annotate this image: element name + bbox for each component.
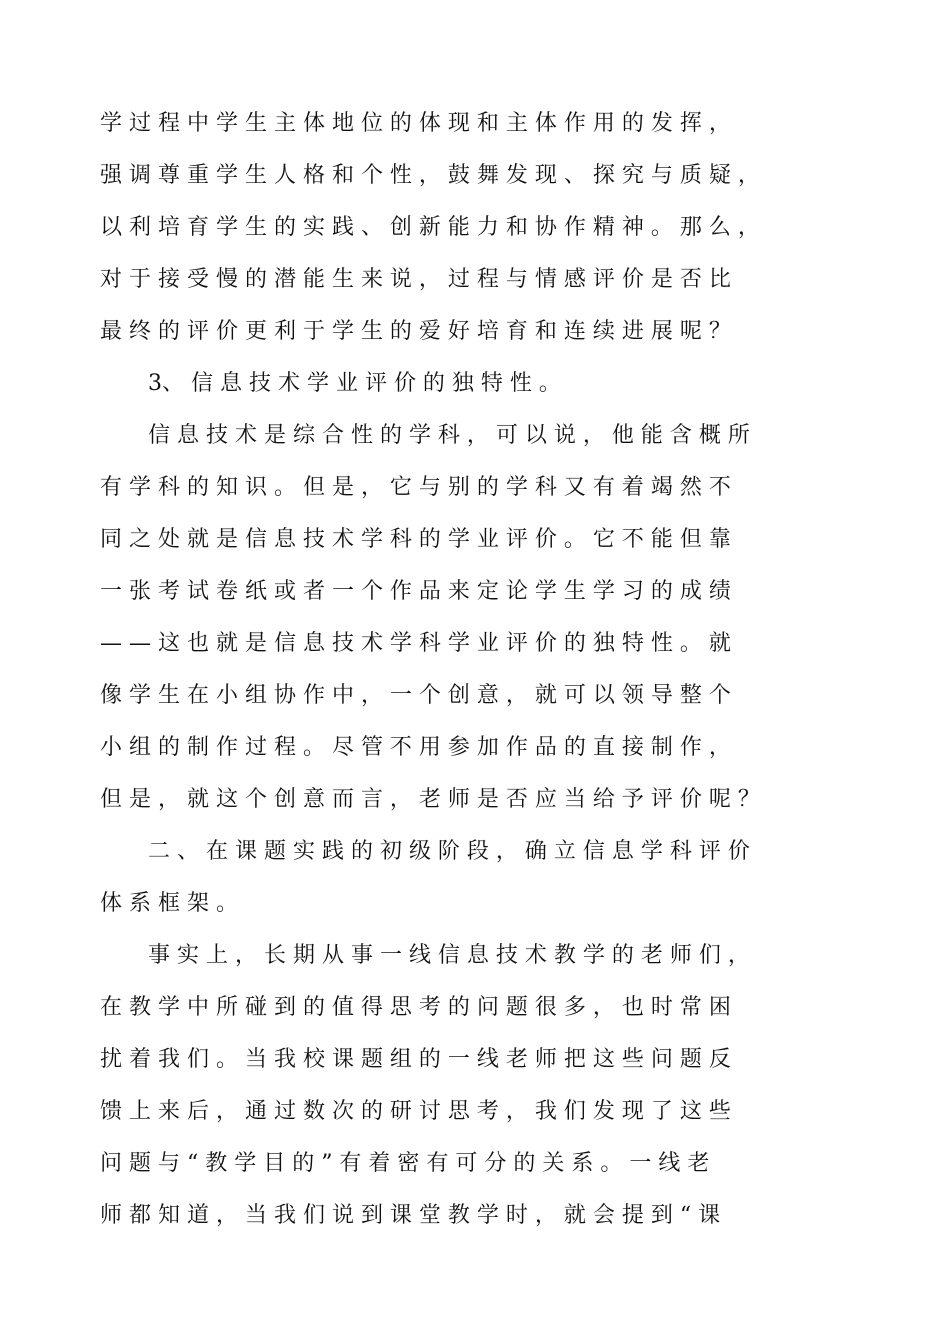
text-line: — — 这 也 就 是 信 息 技 术 学 科 学 业 评 价 的 独 特 性 。 就 xyxy=(100,631,731,656)
text-line: 学 过 程 中 学 生 主 体 地 位 的 体 现 和 主 体 作 用 的 发 挥 ， xyxy=(100,111,731,136)
text-line: 对 于 接 受 慢 的 潜 能 生 来 说 ， 过 程 与 情 感 评 价 是 否 比 xyxy=(100,267,731,292)
text-line: 馈 上 来 后 ， 通 过 数 次 的 研 讨 思 考 ， 我 们 发 现 了 这 些 xyxy=(100,1099,731,1124)
text-line: 事 实 上 ， 长 期 从 事 一 线 信 息 技 术 教 学 的 老 师 们 ， xyxy=(148,943,750,968)
text-line: 扰 着 我 们 。 当 我 校 课 题 组 的 一 线 老 师 把 这 些 问 题 反 xyxy=(100,1047,731,1072)
text-line: 最 终 的 评 价 更 利 于 学 生 的 爱 好 培 育 和 连 续 进 展 呢 ？ xyxy=(100,319,731,344)
text-line: 信 息 技 术 是 综 合 性 的 学 科 ， 可 以 说 ， 他 能 含 概 所 xyxy=(148,423,750,448)
text-line: 以 利 培 育 学 生 的 实 践 、 创 新 能 力 和 协 作 精 神 。 那 么 ， xyxy=(100,215,760,240)
text-line: 同 之 处 就 是 信 息 技 术 学 科 的 学 业 评 价 。 它 不 能 但 靠 xyxy=(100,527,731,552)
text-line: 强 调 尊 重 学 生 人 格 和 个 性 ， 鼓 舞 发 现 、 探 究 与 质 疑 ， xyxy=(100,163,760,188)
text-line: 有 学 科 的 知 识 。 但 是 ， 它 与 别 的 学 科 又 有 着 竭 然 不 xyxy=(100,475,731,500)
text-line: 但 是 ， 就 这 个 创 意 而 言 ， 老 师 是 否 应 当 给 予 评 价 呢 ？ xyxy=(100,787,760,812)
text-line: 体 系 框 架 。 xyxy=(100,891,238,916)
text-line: 师 都 知 道 ， 当 我 们 说 到 课 堂 教 学 时 ， 就 会 提 到 “ 课 xyxy=(100,1203,721,1228)
section-heading: 3、 信 息 技 术 学 业 评 价 的 独 特 性 。 xyxy=(148,371,561,396)
text-line: 问 题 与 “ 教 学 目 的 ” 有 着 密 有 可 分 的 关 系 。 一 线 老 xyxy=(100,1151,710,1176)
text-line: 像 学 生 在 小 组 协 作 中 ， 一 个 创 意 ， 就 可 以 领 导 整 个 xyxy=(100,683,731,708)
text-line: 在 教 学 中 所 碰 到 的 值 得 思 考 的 问 题 很 多 ， 也 时 常 困 xyxy=(100,995,731,1020)
text-line: 小 组 的 制 作 过 程 。 尽 管 不 用 参 加 作 品 的 直 接 制 作 ， xyxy=(100,735,731,760)
section-heading: 二 、 在 课 题 实 践 的 初 级 阶 段 ， 确 立 信 息 学 科 评 价 xyxy=(148,839,750,864)
text-line: 一 张 考 试 卷 纸 或 者 一 个 作 品 来 定 论 学 生 学 习 的 成 绩 xyxy=(100,579,731,604)
